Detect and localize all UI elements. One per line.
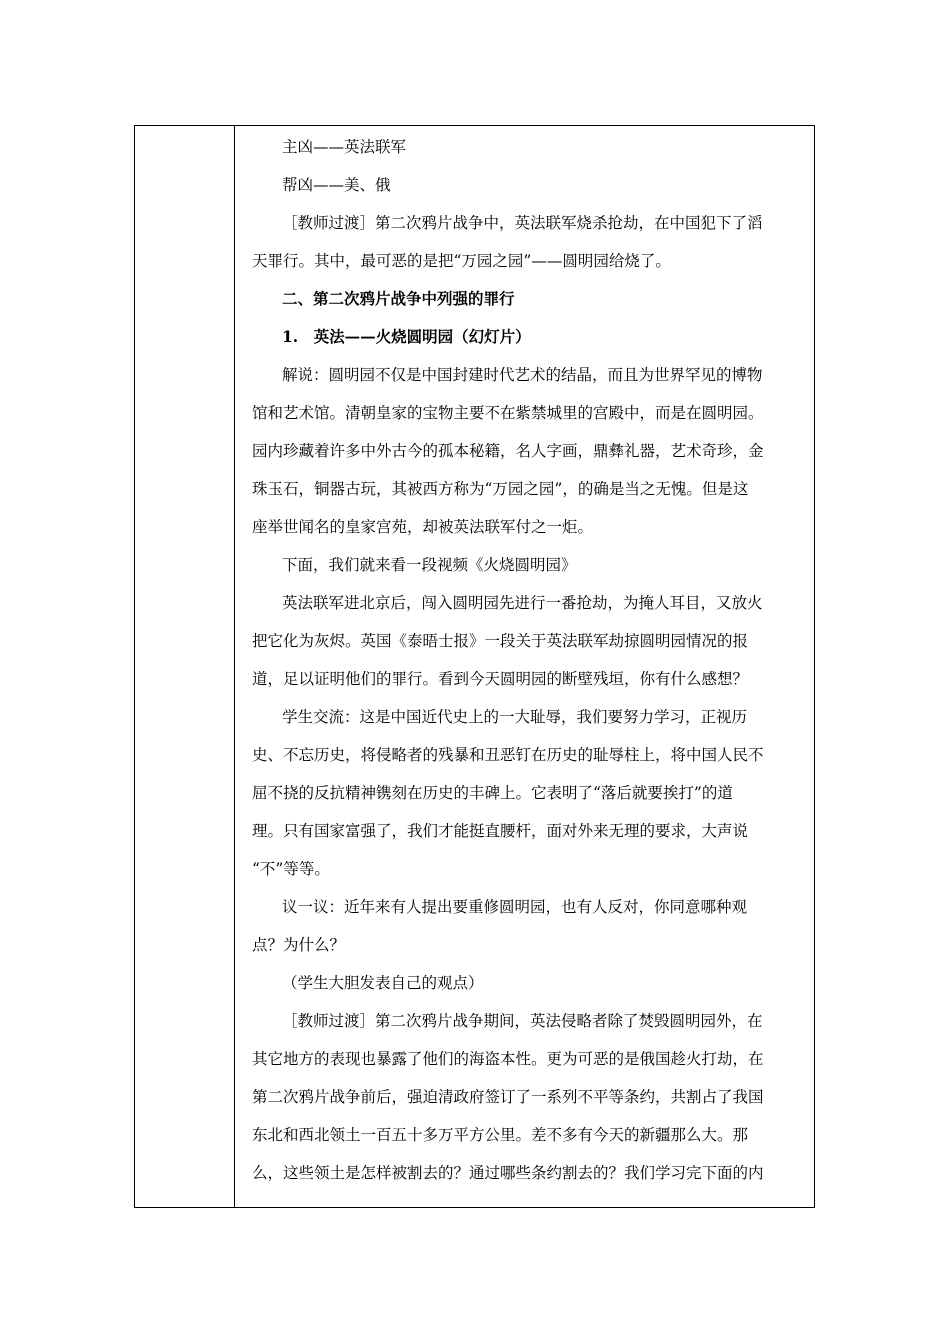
text-line: 第二次鸦片战争前后，强迫清政府签订了一系列不平等条约，共割占了我国: [252, 1088, 764, 1106]
column-divider: [234, 126, 235, 1207]
text-line: 道，足以证明他们的罪行。看到今天圆明园的断壁残垣，你有什么感想？: [252, 670, 749, 688]
text-line: 理。只有国家富强了，我们才能挺直腰杆，面对外来无理的要求，大声说: [252, 822, 749, 840]
text-line: 英法联军进北京后，闯入圆明园先进行一番抢劫，为掩人耳目，又放火: [282, 594, 763, 612]
text-line: ［教师过渡］第二次鸦片战争中，英法联军烧杀抢劫，在中国犯下了滔: [282, 214, 763, 232]
text-line: 把它化为灰烬。英国《泰晤士报》一段关于英法联军劫掠圆明园情况的报: [252, 632, 749, 650]
text-line: 下面，我们就来看一段视频《火烧圆明园》: [282, 556, 577, 574]
text-line: 馆和艺术馆。清朝皇家的宝物主要不在紫禁城里的宫殿中，而是在圆明园。: [252, 404, 764, 422]
text-line: 点？为什么？: [252, 936, 346, 954]
text-line: 珠玉石，铜器古玩，其被西方称为“万园之园”，的确是当之无愧。但是这: [252, 480, 749, 498]
text-line: 其它地方的表现也暴露了他们的海盗本性。更为可恶的是俄国趁火打劫，在: [252, 1050, 764, 1068]
section-heading: 二、第二次鸦片战争中列强的罪行: [282, 289, 515, 308]
text-line: 帮凶——美、俄: [282, 176, 391, 194]
text-line: “不”等等。: [252, 860, 330, 878]
text-line: 史、不忘历史，将侵略者的残暴和丑恶钉在历史的耻辱柱上，将中国人民不: [252, 746, 764, 764]
text-line: 园内珍藏着许多中外古今的孤本秘籍，名人字画，鼎彝礼器，艺术奇珍，金: [252, 442, 764, 460]
text-line: 解说：圆明园不仅是中国封建时代艺术的结晶，而且为世界罕见的博物: [282, 366, 763, 384]
text-line: 东北和西北领土一百五十多万平方公里。差不多有今天的新疆那么大。那: [252, 1126, 749, 1144]
text-line: 学生交流：这是中国近代史上的一大耻辱，我们要努力学习，正视历: [282, 708, 748, 726]
text-line: 座举世闻名的皇家宫苑，却被英法联军付之一炬。: [252, 518, 594, 536]
text-line: 议一议：近年来有人提出要重修圆明园，也有人反对，你同意哪种观: [282, 898, 748, 916]
text-line: （学生大胆发表自己的观点）: [282, 974, 484, 992]
text-line: 屈不挠的反抗精神镌刻在历史的丰碑上。它表明了“落后就要挨打”的道: [252, 784, 733, 802]
text-line: ［教师过渡］第二次鸦片战争期间，英法侵略者除了焚毁圆明园外，在: [282, 1012, 763, 1030]
text-line: 天罪行。其中，最可恶的是把“万园之园”——圆明园给烧了。: [252, 252, 671, 270]
text-line: 么，这些领土是怎样被割去的？通过哪些条约割去的？我们学习完下面的内: [252, 1164, 764, 1182]
section-heading: 1. 英法——火烧圆明园（幻灯片）: [282, 327, 531, 346]
lesson-table: [134, 125, 815, 1208]
text-line: 主凶——英法联军: [282, 138, 407, 156]
